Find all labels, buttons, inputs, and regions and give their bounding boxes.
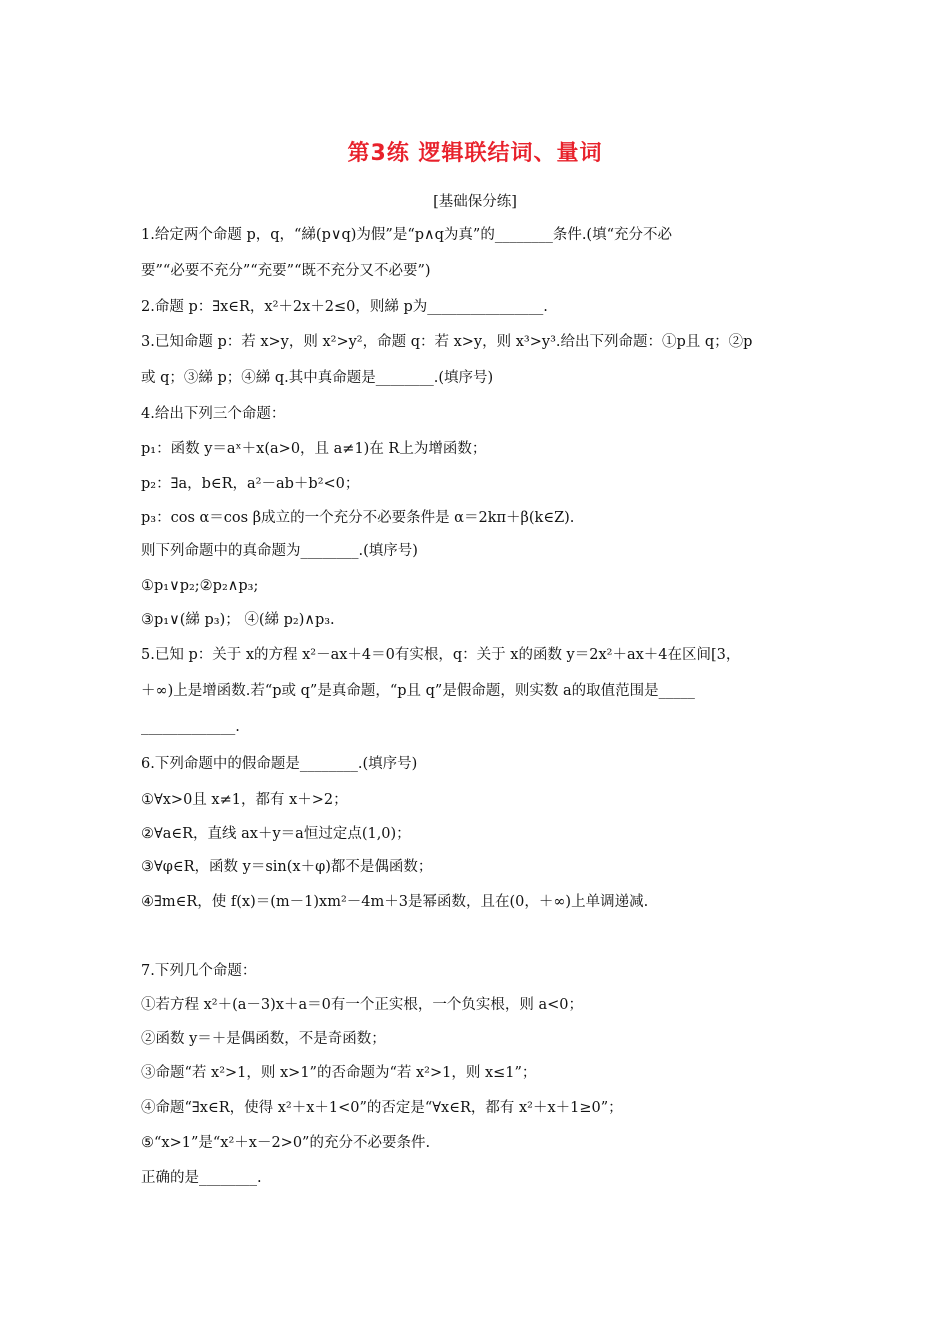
text-line: 2.命题 p：∃x∈R，x²＋2x＋2≤0，则綈 p为________________. xyxy=(141,299,548,315)
text-line: ④命题“∃x∈R，使得 x²＋x＋1<0”的否定是“∀x∈R，都有 x²＋x＋1≥0”； xyxy=(141,1100,623,1116)
text-line: ②∀a∈R，直线 ax＋y＝a恒过定点(1,0)； xyxy=(141,826,411,842)
text-line: 6.下列命题中的假命题是________.(填序号) xyxy=(141,756,418,772)
text-line: _____________. xyxy=(141,719,240,735)
section-label: [基础保分练] xyxy=(433,194,517,210)
text-line: ⑤“x>1”是“x²＋x－2>0”的充分不必要条件. xyxy=(141,1135,431,1151)
text-line: 1.给定两个命题 p，q，“綈(p∨q)为假”是“p∧q为真”的________条件.(填“充分不必 xyxy=(141,227,673,243)
text-line: ③∀φ∈R，函数 y＝sin(x＋φ)都不是偶函数； xyxy=(141,859,433,875)
text-line: ③p₁∨(綈 p₃)； ④(綈 p₂)∧p₃. xyxy=(141,612,335,628)
text-line: 要”“必要不充分”“充要”“既不充分又不必要”) xyxy=(141,263,431,279)
text-line: ②函数 y＝＋是偶函数，不是奇函数； xyxy=(141,1031,386,1047)
text-line: 或 q；③綈 p；④綈 q.其中真命题是________.(填序号) xyxy=(141,370,494,386)
text-line: ＋∞)上是增函数.若“p或 q”是真命题，“p且 q”是假命题，则实数 a的取值范围是_____ xyxy=(141,683,695,699)
text-line: 4.给出下列三个命题： xyxy=(141,406,286,422)
text-line: ①∀x>0且 x≠1，都有 x＋>2； xyxy=(141,792,348,808)
text-line: p₁：函数 y＝aˣ＋x(a>0，且 a≠1)在 R上为增函数； xyxy=(141,441,487,457)
page-title: 第3练 逻辑联结词、量词 xyxy=(347,141,603,166)
text-line: p₃：cos α＝cos β成立的一个充分不必要条件是 α＝2kπ＋β(k∈Z). xyxy=(141,510,575,526)
text-line: 则下列命题中的真命题为________.(填序号) xyxy=(141,543,418,559)
text-line: ③命题“若 x²>1，则 x>1”的否命题为“若 x²>1，则 x≤1”； xyxy=(141,1065,537,1081)
text-line: p₂：∃a，b∈R，a²－ab＋b²<0； xyxy=(141,476,360,492)
text-line: 3.已知命题 p：若 x>y，则 x²>y²，命题 q：若 x>y，则 x³>y³.给出下列命题：①p且 q；②p xyxy=(141,334,753,350)
text-line: ①p₁∨p₂;②p₂∧p₃; xyxy=(141,578,259,594)
text-line: 正确的是________. xyxy=(141,1170,262,1186)
text-line: 7.下列几个命题： xyxy=(141,963,257,979)
text-line: ④∃m∈R，使 f(x)＝(m－1)xm²－4m＋3是幂函数，且在(0，＋∞)上单调递减. xyxy=(141,894,649,910)
text-line: ①若方程 x²＋(a－3)x＋a＝0有一个正实根，一个负实根，则 a<0； xyxy=(141,997,583,1013)
text-line: 5.已知 p：关于 x的方程 x²－ax＋4＝0有实根，q：关于 x的函数 y＝2x²＋ax＋4在区间[3， xyxy=(141,647,741,663)
